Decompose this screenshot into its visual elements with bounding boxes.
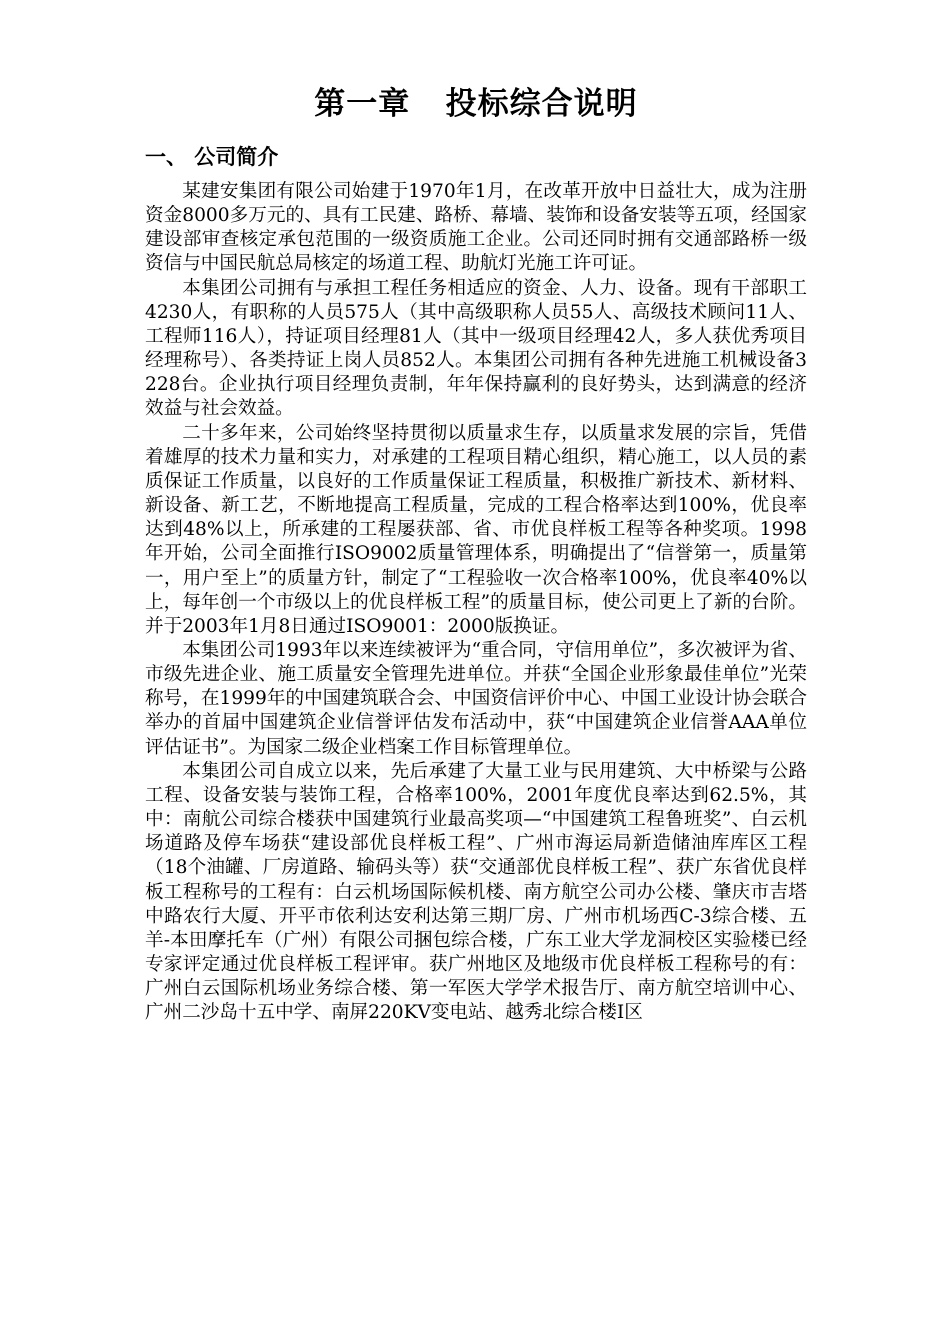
paragraph-company-founding: 某建安集团有限公司始建于1970年1月，在改革开放中日益壮大，成为注册资金8000多万元的、具有工民建、路桥、幕墙、装饰和设备安装等五项，经国家建设部审查核定承包范围的一级资质施工企业。公司还同时拥有交通部路桥一级资信与中国民航总局核定的场道工程、助航灯光施工许可证。 <box>145 181 807 275</box>
chapter-title: 第一章 投标综合说明 <box>314 86 638 122</box>
paragraph-resources: 本集团公司拥有与承担工程任务相适应的资金、人力、设备。现有干部职工4230人，有职称的人员575人（其中高级职称人员55人、高级技术顾问11人、工程师116人），持证项目经理81人（其中一级项目经理42人，多人获优秀项目经理称号）、各类持证上岗人员852人。本集团公司拥有各种先进施工机械设备3228台。企业执行项目经理负责制，年年保持赢利的良好势头，达到满意的经济效益与社会效益。 <box>145 277 807 420</box>
paragraph-honors: 本集团公司1993年以来连续被评为“重合同，守信用单位”，多次被评为省、市级先进企业、施工质量安全管理先进单位。并获“全国企业形象最佳单位”光荣称号，在1999年的中国建筑联合会、中国资信评价中心、中国工业设计协会联合举办的首届中国建筑企业信誉评估发布活动中，获“中国建筑企业信誉AAA单位评估证书”。为国家二级企业档案工作目标管理单位。 <box>145 639 807 758</box>
paragraph-projects: 本集团公司自成立以来，先后承建了大量工业与民用建筑、大中桥梁与公路工程、设备安装与装饰工程，合格率100%，2001年度优良率达到62.5%，其中：南航公司综合楼获中国建筑行业最高奖项—“中国建筑工程鲁班奖”、白云机场道路及停车场获“建设部优良样板工程”、广州市海运局新造储油库库区工程（18个油罐、厂房道路、输码头等）获“交通部优良样板工程”、获广东省优良样板工程称号的工程有：白云机场国际候机楼、南方航空公司办公楼、肇庆市吉塔中路农行大厦、开平市依利达安利达第三期厂房、广州市机场西C-3综合楼、五羊-本田摩托车（广州）有限公司捆包综合楼，广东工业大学龙洞校区实验楼已经专家评定通过优良样板工程评审。获广州地区及地级市优良样板工程称号的有：广州白云国际机场业务综合楼、第一军医大学学术报告厅、南方航空培训中心、广州二沙岛十五中学、南屏220KV变电站、越秀北综合楼I区 <box>145 760 807 1024</box>
section-heading: 一、 公司简介 <box>145 145 279 169</box>
document-page <box>145 78 807 1025</box>
paragraph-quality: 二十多年来，公司始终坚持贯彻以质量求生存，以质量求发展的宗旨，凭借着雄厚的技术力量和实力，对承建的工程项目精心组织，精心施工，以人员的素质保证工作质量，以良好的工作质量保证工程质量，积极推广新技术、新材料、新设备、新工艺，不断地提高工程质量，完成的工程合格率达到100%，优良率达到48%以上，所承建的工程屡获部、省、市优良样板工程等各种奖项。1998年开始，公司全面推行ISO9002质量管理体系，明确提出了“信誉第一，质量第一，用户至上”的质量方针，制定了“工程验收一次合格率100%，优良率40%以上，每年创一个市级以上的优良样板工程”的质量目标，使公司更上了新的台阶。并于2003年1月8日通过ISO9001：2000版换证。 <box>145 422 807 637</box>
